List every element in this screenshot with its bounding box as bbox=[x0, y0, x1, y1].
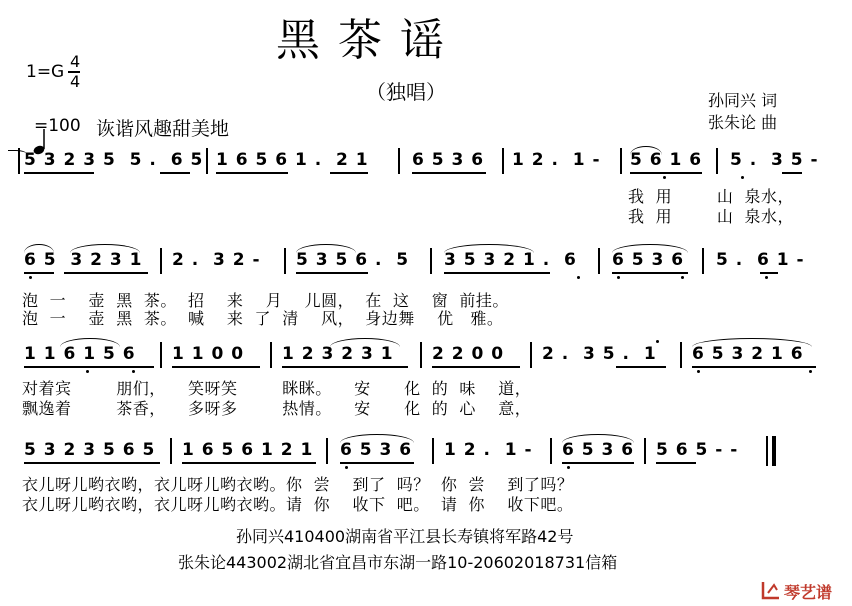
measure-1-2: 1 6 5 6 1 . 2 1 bbox=[216, 150, 369, 170]
barline bbox=[644, 438, 646, 464]
barline bbox=[326, 438, 328, 464]
row-4-lyric-2: 衣儿呀儿哟衣哟，衣儿呀儿哟衣哟。请 你 收下 吧。 请 你 收下吧。 bbox=[22, 495, 574, 514]
measure-2-3: 5 3 5 6 . 5 bbox=[296, 250, 410, 270]
measure-1-6: 5 . 3 5 - bbox=[730, 150, 819, 170]
measure-3-1: 1 1 6 1 5 6 bbox=[24, 344, 136, 364]
slur bbox=[8, 150, 28, 159]
lyricist-address: 孙同兴410400湖南省平江县长寿镇将军路42号 bbox=[236, 527, 574, 546]
beam bbox=[216, 172, 288, 174]
beam bbox=[692, 366, 816, 368]
beam bbox=[282, 366, 408, 368]
song-title: 黑茶谣 bbox=[276, 15, 462, 66]
beam bbox=[24, 366, 154, 368]
lyricist-credit: 孙同兴 词 bbox=[708, 91, 778, 110]
measure-2-1: 6 5 3 2 3 1 bbox=[24, 250, 143, 270]
slur bbox=[630, 146, 662, 155]
slur bbox=[70, 244, 140, 253]
beam bbox=[432, 366, 520, 368]
row-1-lyric-1: 我 用 山 泉水， bbox=[628, 187, 795, 206]
barline bbox=[160, 342, 162, 368]
octave-dot bbox=[765, 276, 768, 279]
barline bbox=[530, 342, 532, 368]
octave-dot bbox=[663, 176, 666, 179]
measure-3-2: 1 1 0 0 bbox=[172, 344, 245, 364]
measure-4-3: 6 5 3 6 bbox=[340, 440, 413, 460]
measure-2-5: 6 5 3 6 bbox=[612, 250, 685, 270]
final-barline-thick bbox=[772, 436, 776, 466]
barline bbox=[160, 248, 162, 274]
key-signature: 1=G bbox=[26, 62, 65, 82]
measure-1-4: 1 2 . 1 - bbox=[512, 150, 601, 170]
beam bbox=[782, 172, 802, 174]
watermark-text: 琴艺谱 bbox=[784, 583, 833, 602]
measure-1-3: 6 5 3 6 bbox=[412, 150, 485, 170]
beam bbox=[330, 172, 368, 174]
row-3-lyric-2: 飘逸着 茶香， 多呀多 热情。 安 化 的 心 意， bbox=[22, 399, 532, 418]
final-barline-thin bbox=[766, 436, 768, 466]
slur bbox=[340, 434, 414, 443]
beam bbox=[444, 272, 550, 274]
row-4-lyric-1: 衣儿呀儿哟衣哟，衣儿呀儿哟衣哟。你 尝 到了 吗？ 你 尝 到了吗？ bbox=[22, 475, 574, 494]
barline bbox=[716, 148, 718, 174]
measure-4-4: 1 2 . 1 - bbox=[444, 440, 533, 460]
beam bbox=[616, 366, 666, 368]
barline bbox=[398, 148, 400, 174]
octave-dot bbox=[86, 370, 89, 373]
time-signature-bottom: 4 bbox=[70, 72, 81, 91]
barline bbox=[680, 342, 682, 368]
beam bbox=[24, 172, 94, 174]
measure-1-5: 5 6 1 6 bbox=[630, 150, 703, 170]
barline bbox=[432, 438, 434, 464]
barline bbox=[270, 342, 272, 368]
beam bbox=[160, 172, 190, 174]
beam bbox=[64, 272, 148, 274]
row-1-lyric-2: 我 用 山 泉水， bbox=[628, 207, 795, 226]
beam bbox=[182, 462, 316, 464]
barline bbox=[170, 438, 172, 464]
measure-4-1: 5 3 2 3 5 6 5 bbox=[24, 440, 156, 460]
barline bbox=[206, 148, 208, 174]
beam bbox=[24, 272, 54, 274]
beam bbox=[340, 462, 414, 464]
measure-2-2: 2 . 3 2 - bbox=[172, 250, 261, 270]
octave-dot bbox=[345, 466, 348, 469]
row-2-lyric-1: 泡 一 壶 黑 茶。 招 来 月 儿圆， 在 这 窗 前挂。 bbox=[22, 291, 509, 310]
octave-dot bbox=[617, 276, 620, 279]
slur bbox=[24, 244, 54, 253]
beam bbox=[172, 366, 260, 368]
beam bbox=[630, 172, 702, 174]
barline bbox=[420, 342, 422, 368]
beam bbox=[656, 462, 696, 464]
row-3-lyric-1: 对着宾 朋们， 笑呀笑 眯眯。 安 化 的 味 道， bbox=[22, 379, 532, 398]
measure-4-6: 5 6 5 - - bbox=[656, 440, 739, 460]
beam bbox=[760, 272, 778, 274]
measure-2-4: 3 5 3 2 1 . 6 bbox=[444, 250, 577, 270]
beam bbox=[612, 272, 688, 274]
beam bbox=[562, 462, 634, 464]
measure-3-5: 2 . 3 5 . 1 bbox=[542, 344, 657, 364]
octave-dot bbox=[577, 276, 580, 279]
octave-dot bbox=[656, 340, 659, 343]
octave-dot bbox=[809, 370, 812, 373]
measure-3-6: 6 5 3 2 1 6 bbox=[692, 344, 804, 364]
barline bbox=[702, 248, 704, 274]
octave-dot bbox=[567, 466, 570, 469]
slur bbox=[692, 338, 812, 347]
composer-address: 张朱论443002湖北省宜昌市东湖一路10-20602018731信箱 bbox=[178, 553, 618, 572]
song-subtitle: （独唱） bbox=[366, 80, 446, 104]
slur bbox=[330, 338, 400, 347]
expression-marking: 诙谐风趣甜美地 bbox=[96, 118, 230, 140]
barline bbox=[284, 248, 286, 274]
octave-dot bbox=[29, 276, 32, 279]
composer-credit: 张朱论 曲 bbox=[708, 113, 778, 132]
measure-4-2: 1 6 5 6 1 2 1 bbox=[182, 440, 314, 460]
row-2-lyric-2: 泡 一 壶 黑 茶。 喊 来 了 清 风， 身边舞 优 雅。 bbox=[22, 309, 504, 328]
octave-dot bbox=[132, 370, 135, 373]
measure-2-6: 5 . 6 1 - bbox=[716, 250, 805, 270]
barline bbox=[620, 148, 622, 174]
measure-3-4: 2 2 0 0 bbox=[432, 344, 505, 364]
measure-1-1: 5 3 2 3 5 5 . 6 5 bbox=[24, 150, 204, 170]
barline bbox=[550, 438, 552, 464]
barline bbox=[598, 248, 600, 274]
beam bbox=[296, 272, 368, 274]
barline bbox=[502, 148, 504, 174]
tempo-marking: =100 bbox=[34, 116, 81, 136]
slur bbox=[612, 244, 688, 253]
octave-dot bbox=[741, 176, 744, 179]
beam bbox=[412, 172, 486, 174]
time-signature-top: 4 bbox=[70, 52, 81, 71]
slur bbox=[562, 434, 634, 443]
octave-dot bbox=[697, 370, 700, 373]
beam bbox=[24, 462, 160, 464]
measure-4-5: 6 5 3 6 bbox=[562, 440, 635, 460]
slur bbox=[444, 244, 534, 253]
slur bbox=[296, 244, 356, 253]
octave-dot bbox=[681, 276, 684, 279]
barline bbox=[430, 248, 432, 274]
slur bbox=[60, 338, 120, 347]
measure-3-3: 1 2 3 2 3 1 bbox=[282, 344, 394, 364]
watermark-logo bbox=[760, 578, 848, 602]
